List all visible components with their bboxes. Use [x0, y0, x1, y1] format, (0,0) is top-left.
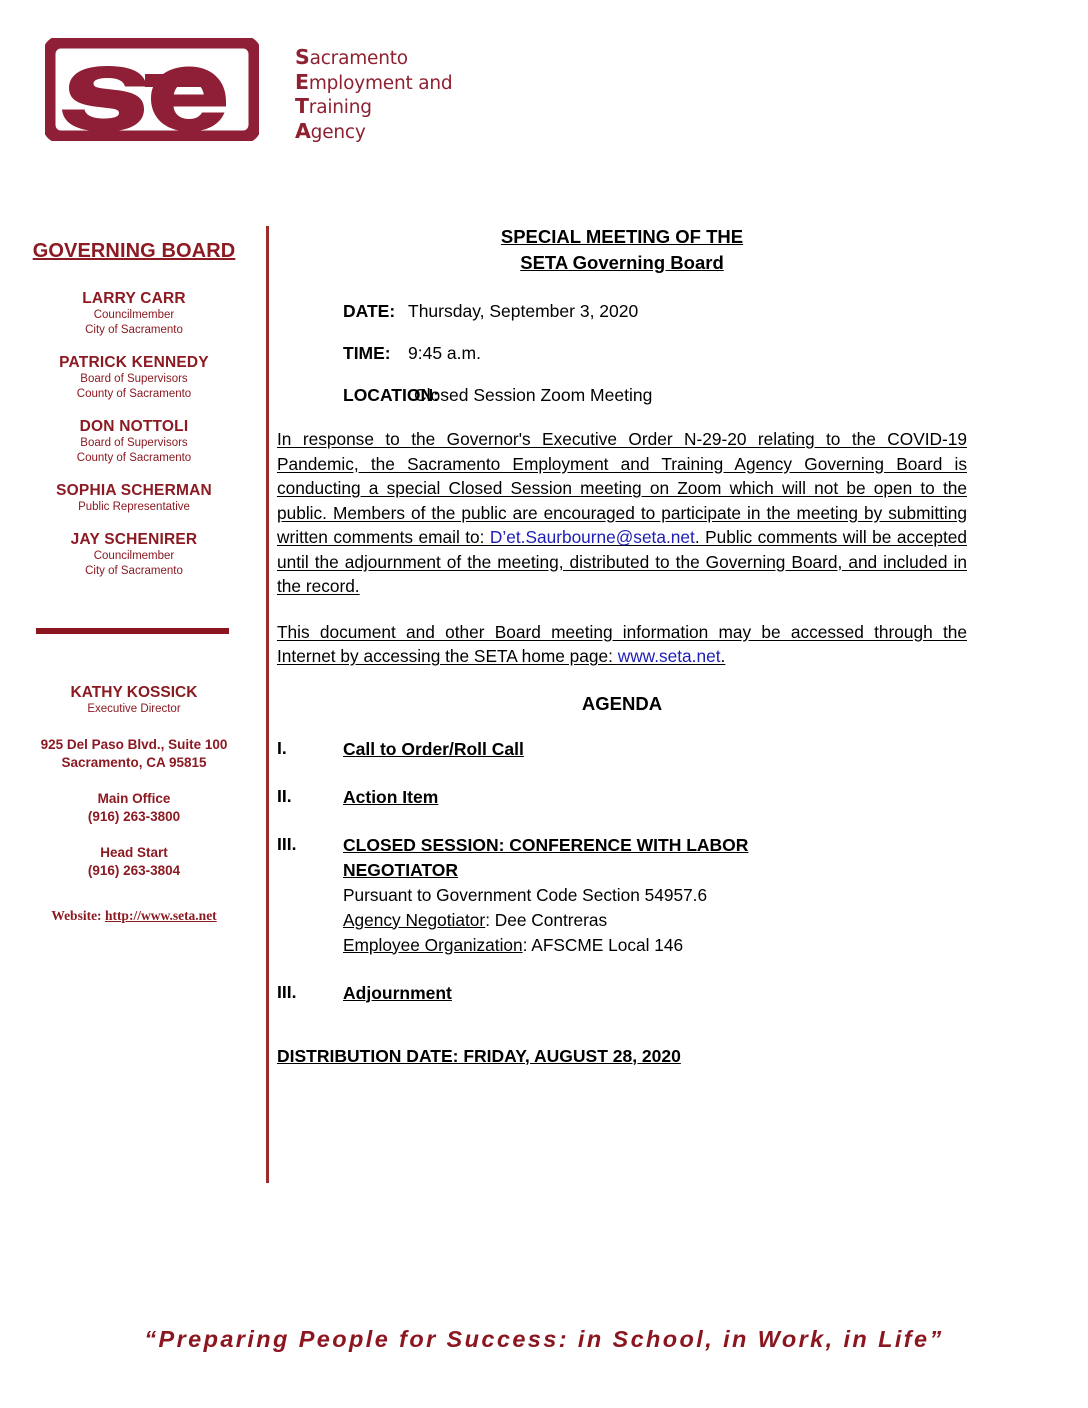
- agenda-subline: [343, 908, 967, 933]
- meeting-location-row: [277, 385, 967, 405]
- member-name: LARRY CARR: [82, 290, 186, 307]
- meeting-date-row: [277, 301, 967, 321]
- agenda-item-body: [343, 833, 967, 958]
- address-line-1: 925 Del Paso Blvd., Suite 100: [40, 737, 228, 752]
- agenda-list: [277, 737, 967, 1006]
- agenda-subline: [343, 883, 967, 908]
- head-start-label: Head Start: [100, 845, 168, 860]
- internet-access-paragraph: [277, 620, 967, 669]
- agenda-item: [277, 737, 967, 762]
- website-label: Website:: [51, 908, 105, 923]
- seta-logo-icon: [45, 38, 259, 141]
- agenda-item-number: II.: [277, 785, 292, 806]
- location-value: Closed Session Zoom Meeting: [414, 385, 653, 405]
- document-heading: [277, 224, 967, 275]
- executive-director-name: KATHY KOSSICK: [70, 684, 198, 701]
- board-member: [14, 530, 254, 579]
- board-member: [14, 353, 254, 402]
- agency-negotiator-label: Agency Negotiator: [343, 909, 486, 930]
- heading-line-1: SPECIAL MEETING OF THE: [500, 226, 744, 247]
- employee-organization-value: : AFSCME Local 146: [522, 934, 684, 955]
- covid-notice-paragraph: [277, 427, 967, 599]
- member-role-line1: Board of Supervisors: [80, 373, 188, 385]
- heading-line-2: SETA Governing Board: [520, 251, 724, 273]
- board-member: [14, 289, 254, 338]
- member-name: SOPHIA SCHERMAN: [56, 482, 212, 499]
- address-line-2: Sacramento, CA 95815: [61, 754, 207, 770]
- agenda-item: [277, 785, 967, 810]
- location-label: LOCATION:: [343, 385, 439, 405]
- main-content: [277, 224, 967, 1067]
- board-member: [14, 481, 254, 515]
- agency-logo: [45, 38, 505, 148]
- sidebar-contact-block: [14, 683, 254, 924]
- member-role-line2: City of Sacramento: [85, 565, 183, 577]
- footer-tagline: “Preparing People for Success: in School, in Work, in Life”: [144, 1326, 944, 1352]
- website-line: [14, 908, 254, 924]
- agenda-item-body: [343, 785, 967, 810]
- agenda-item-number: I.: [277, 737, 287, 758]
- meeting-time-row: [277, 343, 967, 363]
- member-name: PATRICK KENNEDY: [59, 354, 209, 371]
- board-member: [14, 417, 254, 466]
- main-office-contact: [14, 790, 254, 825]
- seta-home-page-link[interactable]: www.seta.net: [617, 646, 721, 666]
- agenda-item-body: [343, 737, 967, 762]
- executive-director-title: Executive Director: [87, 703, 181, 715]
- head-start-phone[interactable]: (916) 263-3804: [87, 862, 181, 878]
- sidebar-title: GOVERNING BOARD: [32, 240, 236, 262]
- member-role-line2: County of Sacramento: [76, 388, 192, 400]
- agenda-item-body: [343, 981, 967, 1006]
- website-url-link[interactable]: http://www.seta.net: [104, 908, 217, 923]
- employee-organization-label: Employee Organization: [343, 934, 523, 955]
- member-role-line1: Public Representative: [78, 501, 190, 513]
- member-role-line1: Councilmember: [93, 550, 175, 562]
- date-value: Thursday, September 3, 2020: [408, 301, 639, 321]
- internet-access-text-after-link: .: [720, 646, 726, 666]
- column-divider: [266, 226, 269, 1183]
- member-name: JAY SCHENIRER: [70, 531, 198, 548]
- agenda-item-label[interactable]: Call to Order/Roll Call: [343, 738, 524, 759]
- meeting-details: [277, 301, 967, 405]
- covid-notice-text-before-email: In response to the Governor's Executive Order N-29-20 relating to the COVID-19 Pandemic, the Sacramento Employment and Training Agency Governing Board is conducting a special Closed Session meeting on Zoom which will not be open to the public. Members of the public are encouraged to participate in the meeting by submitting written comments email to:: [277, 429, 967, 547]
- government-code-text: Pursuant to Government Code Section 54957.6: [343, 884, 708, 905]
- sidebar-divider-rule: [36, 628, 229, 634]
- distribution-date: DISTRIBUTION DATE: FRIDAY, AUGUST 28, 2020: [277, 1045, 681, 1066]
- main-office-label: Main Office: [97, 791, 171, 806]
- agenda-item-number: III.: [277, 833, 297, 854]
- member-role-line2: County of Sacramento: [76, 452, 192, 464]
- agenda-item-number: III.: [277, 981, 297, 1002]
- member-role-line1: Councilmember: [93, 309, 175, 321]
- time-label: TIME:: [343, 343, 391, 363]
- sidebar: [14, 240, 254, 923]
- agenda-item-label[interactable]: Adjournment: [343, 982, 452, 1003]
- member-name: DON NOTTOLI: [79, 418, 189, 435]
- member-role-line1: Board of Supervisors: [80, 437, 188, 449]
- head-start-contact: [14, 844, 254, 879]
- agency-negotiator-value: : Dee Contreras: [485, 909, 608, 930]
- covid-notice-text-after-email: . Public comments will be accepted until the adjournment of the meeting, distributed to the Governing Board, and included in the record.: [277, 527, 967, 596]
- agency-address: [14, 736, 254, 771]
- main-office-phone[interactable]: (916) 263-3800: [87, 808, 181, 824]
- agenda-item: [277, 833, 967, 958]
- time-value: 9:45 a.m.: [408, 343, 481, 363]
- internet-access-text-before-link: This document and other Board meeting information may be accessed through the Internet by accessing the SETA home page:: [277, 621, 967, 666]
- agenda-item: [277, 981, 967, 1006]
- public-comment-email-link[interactable]: D’et.Saurbourne@seta.net: [489, 527, 695, 547]
- agenda-title: AGENDA: [581, 692, 663, 714]
- member-role-line2: City of Sacramento: [85, 324, 183, 336]
- agenda-item-label[interactable]: Action Item: [343, 786, 439, 807]
- agenda-item-label[interactable]: CLOSED SESSION: CONFERENCE WITH LABOR NEGOTIATOR: [343, 834, 749, 880]
- agenda-subline: [343, 933, 967, 958]
- date-label: DATE:: [343, 301, 396, 321]
- agency-name-text: Sacramento Employment and Training Agency: [295, 45, 453, 143]
